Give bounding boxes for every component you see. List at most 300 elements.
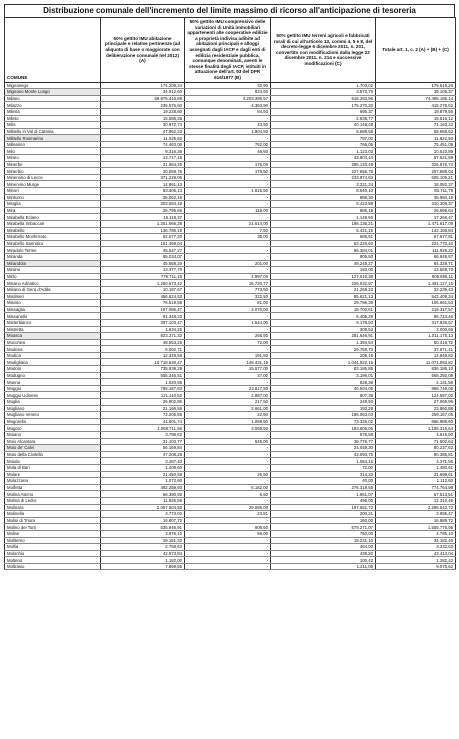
row-totale: 50.419,72 — [376, 339, 456, 346]
row-col-b: 7,50 — [185, 227, 271, 234]
row-totale: 326.876,74 — [376, 161, 456, 168]
row-col-a: 303.584,49 — [101, 201, 185, 208]
row-col-a: 823.271,32 — [101, 333, 185, 340]
row-totale: 1.471.617,09 — [376, 221, 456, 228]
table-row — [5, 174, 456, 181]
row-totale: 1.282,42 — [376, 557, 456, 564]
row-comune: Molino dei Torti — [5, 524, 101, 531]
row-totale: 27.069,96 — [376, 399, 456, 406]
row-col-a: 74.463,06 — [101, 141, 185, 148]
row-col-b: 3.069,50 — [185, 425, 271, 432]
row-totale: 3.232,63 — [376, 544, 456, 551]
row-totale: 18.515,12 — [376, 115, 456, 122]
table-row — [5, 148, 456, 155]
row-col-b: - — [185, 550, 271, 557]
table-row — [5, 122, 456, 129]
row-col-c: 193,28 — [271, 405, 376, 412]
row-col-c: 314,32 — [271, 471, 376, 478]
row-col-b: 645,00 — [185, 438, 271, 445]
row-comune: Mogliano Veneto — [5, 412, 101, 419]
row-col-c: 276.318,55 — [271, 484, 376, 491]
row-col-a: 8.092,71 — [101, 346, 185, 353]
row-col-a: 371.228,06 — [101, 174, 185, 181]
row-col-a: 16.807,72 — [101, 517, 185, 524]
table-row — [5, 550, 456, 557]
row-col-a: 72.206,55 — [101, 412, 185, 419]
row-col-a: 47.208,28 — [101, 451, 185, 458]
row-totale: 71.502,64 — [376, 438, 456, 445]
row-col-b: 176,00 — [185, 161, 271, 168]
row-comune: Moiola — [5, 458, 101, 465]
table-row — [5, 504, 456, 511]
row-totale: 96.713,46 — [376, 313, 456, 320]
row-col-a: 795.167,83 — [101, 385, 185, 392]
row-col-b: - — [185, 214, 271, 221]
row-col-c: 72,00 — [271, 464, 376, 471]
row-col-c: 209,18 — [271, 352, 376, 359]
table-row — [5, 155, 456, 162]
row-col-c: 9.178,93 — [271, 319, 376, 326]
row-col-c: 807,38 — [271, 392, 376, 399]
row-col-c: 496,00 — [271, 497, 376, 504]
row-col-c: 1.148,50 — [271, 214, 376, 221]
row-comune: Molteno — [5, 557, 101, 564]
row-totale: 415.275,62 — [376, 102, 456, 109]
row-col-b: 2.070,00 — [185, 306, 271, 313]
row-col-c: 19.700,61 — [271, 306, 376, 313]
table-body — [5, 82, 456, 570]
row-comune: Moltrasio — [5, 563, 101, 570]
table-row — [5, 280, 456, 287]
row-col-c: 1.084,16 — [271, 458, 376, 465]
table-row — [5, 392, 456, 399]
table-row — [5, 82, 456, 89]
row-comune: Modigliana — [5, 359, 101, 366]
row-comune: Minori — [5, 188, 101, 195]
row-col-a: 7.869,55 — [101, 563, 185, 570]
row-totale: 66.949,57 — [376, 253, 456, 260]
table-row — [5, 425, 456, 432]
header-col-a: 50% gettito IMU abitazione principale e relative pertinenze (ad aliquota di base o maggiorate con deliberazione comunale nel 2012) (A) — [101, 18, 185, 83]
row-totale: 905.855,11 — [376, 273, 456, 280]
row-totale: 1.112,60 — [376, 478, 456, 485]
row-col-b: 823,60 — [185, 89, 271, 96]
row-col-a: 19.228,80 — [101, 108, 185, 115]
row-col-c: 65.384,01 — [271, 247, 376, 254]
row-col-b: - — [185, 445, 271, 452]
row-totale: 11.071.083,82 — [376, 359, 456, 366]
table-row — [5, 326, 456, 333]
table-row — [5, 102, 456, 109]
table-row — [5, 445, 456, 452]
row-col-b: 217,50 — [185, 399, 271, 406]
row-comune: Misano di Gera d'Adda — [5, 286, 101, 293]
row-col-a: 136.786,18 — [101, 227, 185, 234]
row-comune: Molise — [5, 530, 101, 537]
row-totale: 67.677,81 — [376, 234, 456, 241]
row-comune: Mioglia — [5, 201, 101, 208]
row-comune: Moconesi — [5, 339, 101, 346]
row-col-b: - — [185, 247, 271, 254]
row-totale: 17.266,47 — [376, 214, 456, 221]
table-row — [5, 89, 456, 96]
table-row — [5, 537, 456, 544]
table-row — [5, 95, 456, 102]
row-col-a: 66.390,92 — [101, 491, 185, 498]
row-comune: Mira — [5, 207, 101, 214]
row-totale: 219.317,57 — [376, 306, 456, 313]
table-row — [5, 478, 456, 485]
table-row — [5, 385, 456, 392]
row-col-b: 22,50 — [185, 412, 271, 419]
row-col-a: 10.718.530,47 — [101, 359, 185, 366]
row-totale: 666.989,60 — [376, 418, 456, 425]
table-row — [5, 418, 456, 425]
row-col-c: 227.655,78 — [271, 168, 376, 175]
row-col-a: 21.450,58 — [101, 471, 185, 478]
row-col-b: 25,50 — [185, 471, 271, 478]
table-row — [5, 286, 456, 293]
table-row — [5, 260, 456, 267]
row-col-a: 1.250.673,42 — [101, 280, 185, 287]
row-totale: 43.413,04 — [376, 550, 456, 557]
table-row — [5, 438, 456, 445]
row-comune: Mirabello Monferrato — [5, 234, 101, 241]
table-row — [5, 293, 456, 300]
row-col-c: 197.551,72 — [271, 504, 376, 511]
row-col-a: 26.902,86 — [101, 399, 185, 406]
row-col-c: 886,18 — [271, 207, 376, 214]
table-row — [5, 530, 456, 537]
table-row — [5, 557, 456, 564]
row-col-c: 49.248,27 — [271, 260, 376, 267]
row-totale: 4.785,10 — [376, 530, 456, 537]
table-row — [5, 524, 456, 531]
row-col-a: 555.346,51 — [101, 372, 185, 379]
row-col-a: 34.912,60 — [101, 89, 185, 96]
row-comune: Mollia — [5, 544, 101, 551]
table-row — [5, 399, 456, 406]
row-col-c: 15.231,10 — [271, 537, 376, 544]
row-totale: 3.995,47 — [376, 511, 456, 518]
row-col-a: 15.586,35 — [101, 115, 185, 122]
row-col-c: 24.048,30 — [271, 445, 376, 452]
row-comune: Mogorella — [5, 418, 101, 425]
row-col-c: 797,00 — [271, 135, 376, 142]
row-col-c: 464,00 — [271, 544, 376, 551]
row-col-b: 46,50 — [185, 148, 271, 155]
row-totale: 93.711,79 — [376, 188, 456, 195]
table-row — [5, 563, 456, 570]
header-col-c: 50% gettito IMU terreni agricoli e fabbricati rurali di cui all'articolo 13, commi 4, 5 e 8, del decreto-legge 6 dicembre 2011, n. 201, convertito con modificazioni dalla legge 22 dicembre 2011, n. 214 e successive modificazioni (C) — [271, 18, 376, 83]
row-col-a: 42.973,84 — [101, 550, 185, 557]
row-comune: Missaglia — [5, 306, 101, 313]
row-comune: Milena — [5, 108, 101, 115]
row-totale: 34.182,46 — [376, 537, 456, 544]
table-row — [5, 181, 456, 188]
row-col-a: 35.062,16 — [101, 194, 185, 201]
row-col-b: 1.997,00 — [185, 273, 271, 280]
row-col-b: - — [185, 379, 271, 386]
row-comune: Misinto — [5, 300, 101, 307]
table-row — [5, 405, 456, 412]
row-col-c: 579.271,07 — [271, 524, 376, 531]
row-col-c: 576,58 — [271, 432, 376, 439]
row-comune: Misterbianco — [5, 319, 101, 326]
table-row — [5, 108, 456, 115]
row-col-b: 752,00 — [185, 141, 271, 148]
row-col-a: 3.773,02 — [101, 511, 185, 518]
row-totale: 19.879,56 — [376, 108, 456, 115]
row-col-b: 84,50 — [185, 108, 271, 115]
row-col-c: 83.185,85 — [271, 366, 376, 373]
row-col-c: 43.804,44 — [271, 155, 376, 162]
header-col-b: 50% gettito IMU comprensivo delle variazioni di Unità immobiliari appartenenti alle cooperative edilizie a proprietà indivisa adibite ad abitazioni principali e alloggi assegnati dagli IACP e dagli enti di edilizia residenziale pubblica, comunque denominati, aventi le stesse finalità degli IACP, istituiti in attuazione dell'art. 93 del DPR 616/1977 (B) — [185, 18, 271, 83]
row-col-a: 174.209,34 — [101, 82, 185, 89]
row-col-a: 1.068.711,56 — [101, 425, 185, 432]
row-col-c: 249,50 — [271, 399, 376, 406]
row-totale: 2.295.542,72 — [376, 504, 456, 511]
row-totale: 1.491.127,16 — [376, 280, 456, 287]
row-comune: Mineo — [5, 155, 101, 162]
table-row — [5, 240, 456, 247]
row-col-c: 29.796,35 — [271, 300, 376, 307]
table-row — [5, 234, 456, 241]
row-col-b: - — [185, 181, 271, 188]
row-totale: 259.167,05 — [376, 412, 456, 419]
row-totale: 21.699,61 — [376, 471, 456, 478]
row-comune: Misano Adriatico — [5, 280, 101, 287]
row-col-b: - — [185, 267, 271, 274]
row-col-c: 8.689,59 — [271, 128, 376, 135]
row-totale: 310.308,37 — [376, 201, 456, 208]
row-comune: Moasca — [5, 333, 101, 340]
row-col-c: 285.133,49 — [271, 161, 376, 168]
row-comune: Moio Alcantara — [5, 438, 101, 445]
table-row — [5, 379, 456, 386]
row-col-b: 1.816,50 — [185, 188, 271, 195]
row-comune: Moggio Udinese — [5, 392, 101, 399]
row-col-a: 1.072,60 — [101, 478, 185, 485]
row-col-a: 9.316,36 — [101, 148, 185, 155]
document-title: Distribuzione comunale dell'incremento del limite massimo di ricorso all'anticipazione di tesoreria — [4, 4, 455, 17]
row-comune: Moio de' Calvi — [5, 445, 101, 452]
row-col-b: 37,00 — [185, 372, 271, 379]
row-col-c: 695,37 — [271, 108, 376, 115]
row-col-c: 888,30 — [271, 194, 376, 201]
row-col-c: 175.270,33 — [271, 102, 376, 109]
row-comune: Molini di Triora — [5, 517, 101, 524]
row-comune: Militello Rosmarino — [5, 135, 101, 142]
row-col-b: - — [185, 478, 271, 485]
row-col-a: 197.086,47 — [101, 306, 185, 313]
row-totale: 18.082,37 — [376, 181, 456, 188]
row-col-b: 4.363,90 — [185, 102, 271, 109]
row-totale: 26.699,64 — [376, 207, 456, 214]
table-row — [5, 366, 456, 373]
row-col-c: 160,00 — [271, 517, 376, 524]
row-col-a: 13.717,15 — [101, 155, 185, 162]
row-comune: Molfetta — [5, 484, 101, 491]
row-comune: Molinella — [5, 511, 101, 518]
row-totale: 35.950,16 — [376, 194, 456, 201]
row-col-b: 72,00 — [185, 339, 271, 346]
allocation-table — [4, 17, 456, 570]
row-col-b: - — [185, 517, 271, 524]
row-col-c: 198.136,21 — [271, 221, 376, 228]
row-col-a: 47.962,23 — [101, 128, 185, 135]
row-col-c: 1.394,54 — [271, 339, 376, 346]
table-row — [5, 458, 456, 465]
row-col-c: 281.646,91 — [271, 333, 376, 340]
row-col-a: 1.251.066,28 — [101, 221, 185, 228]
row-col-a: 69.875.416,58 — [101, 95, 185, 102]
row-col-a: 56.169,84 — [101, 445, 185, 452]
row-comune: Milis — [5, 122, 101, 129]
row-col-b: - — [185, 346, 271, 353]
row-totale: 865.749,06 — [376, 385, 456, 392]
row-col-a: 25.795,56 — [101, 207, 185, 214]
row-col-c: 63.226,60 — [271, 240, 376, 247]
row-col-c: 685,51 — [271, 234, 376, 241]
table-row — [5, 432, 456, 439]
row-col-a: 3.798,62 — [101, 432, 185, 439]
row-col-a: 456.624,53 — [101, 293, 185, 300]
table-row — [5, 313, 456, 320]
row-col-b: - — [185, 326, 271, 333]
row-col-a: 16.118,37 — [101, 214, 185, 221]
row-comune: Minervino Murge — [5, 181, 101, 188]
row-col-b: - — [185, 201, 271, 208]
row-totale: 542.408,34 — [376, 293, 456, 300]
row-col-b: - — [185, 313, 271, 320]
row-comune: Milazzo — [5, 102, 101, 109]
table-row — [5, 306, 456, 313]
row-totale: 774.764,98 — [376, 484, 456, 491]
row-col-b: 191,50 — [185, 352, 271, 359]
row-col-c: 40.146,48 — [271, 122, 376, 129]
table-row — [5, 247, 456, 254]
row-col-b: - — [185, 497, 271, 504]
row-comune: Missanello — [5, 313, 101, 320]
row-col-c: 1.044.522,16 — [271, 359, 376, 366]
row-col-c: 85.621,13 — [271, 293, 376, 300]
row-comune: Militello in Val di Catania — [5, 128, 101, 135]
row-totale: 111.925,22 — [376, 247, 456, 254]
table-row — [5, 188, 456, 195]
row-comune: Minturno — [5, 194, 101, 201]
row-comune: Molina di Ledro — [5, 497, 101, 504]
row-totale: 257.889,04 — [376, 168, 456, 175]
row-comune: Millesimo — [5, 141, 101, 148]
row-col-b: 23,81 — [185, 511, 271, 518]
row-col-c: 1.123,03 — [271, 148, 376, 155]
row-col-b: 322,50 — [185, 293, 271, 300]
row-col-a: 31.103,77 — [101, 438, 185, 445]
row-col-b: 1.544,00 — [185, 319, 271, 326]
table-row — [5, 207, 456, 214]
row-col-a: 307.103,47 — [101, 319, 185, 326]
row-col-c: 183.606,05 — [271, 425, 376, 432]
row-col-b: 43,50 — [185, 122, 271, 129]
table-row — [5, 300, 456, 307]
row-col-a: 735.839,29 — [101, 366, 185, 373]
row-col-c: 3.221,24 — [271, 181, 376, 188]
row-col-b: 118,00 — [185, 207, 271, 214]
row-col-c: 750,00 — [271, 530, 376, 537]
table-row — [5, 464, 456, 471]
row-totale: 90.385,81 — [376, 451, 456, 458]
row-totale: 14.949,82 — [376, 352, 456, 359]
row-col-b: - — [185, 432, 271, 439]
row-totale: 1.505.775,95 — [376, 524, 456, 531]
row-col-c: 225.032,97 — [271, 280, 376, 287]
row-col-b: - — [185, 135, 271, 142]
table-row — [5, 471, 456, 478]
row-col-a: 30.972,74 — [101, 122, 185, 129]
row-totale: 13.569,70 — [376, 267, 456, 274]
row-comune: Mirandola — [5, 260, 101, 267]
row-comune: Modolo — [5, 366, 101, 373]
table-row — [5, 359, 456, 366]
row-totale: 80.237,62 — [376, 445, 456, 452]
row-comune: Miranda — [5, 253, 101, 260]
row-totale: 836.185,10 — [376, 366, 456, 373]
row-col-b: - — [185, 544, 271, 551]
row-col-a: 19.151,32 — [101, 537, 185, 544]
row-totale: 94.328,71 — [376, 260, 456, 267]
row-col-a: 492.259,93 — [101, 484, 185, 491]
row-col-a: 12.349,56 — [101, 352, 185, 359]
row-col-b: - — [185, 194, 271, 201]
row-col-a: 535.946,91 — [101, 524, 185, 531]
row-comune: Molinara — [5, 504, 101, 511]
row-col-c: 40,00 — [271, 478, 376, 485]
row-comune: Mirabella Imbaccari — [5, 221, 101, 228]
row-totale: 9.075,62 — [376, 563, 456, 570]
table-row — [5, 221, 456, 228]
row-col-c: 828,38 — [271, 379, 376, 386]
row-col-a: 2.067.504,50 — [101, 504, 185, 511]
row-col-c: 200,21 — [271, 511, 376, 518]
row-totale: 39.105,37 — [376, 89, 456, 96]
row-col-b: 6.182,00 — [185, 484, 271, 491]
row-col-b: - — [185, 115, 271, 122]
row-col-b: - — [185, 464, 271, 471]
row-col-c: 3.573,76 — [271, 89, 376, 96]
row-col-c: 39.776,77 — [271, 438, 376, 445]
table-row — [5, 339, 456, 346]
row-col-c: 1.951,07 — [271, 491, 376, 498]
table-row — [5, 511, 456, 518]
row-col-a: 14.861,13 — [101, 181, 185, 188]
row-col-b: 1.089,50 — [185, 418, 271, 425]
row-totale: 224.770,44 — [376, 240, 456, 247]
row-totale: 2.000,69 — [376, 326, 456, 333]
row-col-a: 1.020,95 — [101, 379, 185, 386]
row-totale: 124.597,00 — [376, 392, 456, 399]
row-col-a: 3.287,40 — [101, 458, 185, 465]
table-row — [5, 517, 456, 524]
row-col-b: 16.720,77 — [185, 280, 271, 287]
table-row — [5, 161, 456, 168]
row-comune: Moglia — [5, 399, 101, 406]
row-comune: Miradolo Terme — [5, 247, 101, 254]
row-col-b: 21.614,00 — [185, 221, 271, 228]
row-col-b: 32,90 — [185, 82, 271, 89]
row-col-c: 516.293,96 — [271, 95, 376, 102]
row-totale: 2.131,58 — [376, 379, 456, 386]
